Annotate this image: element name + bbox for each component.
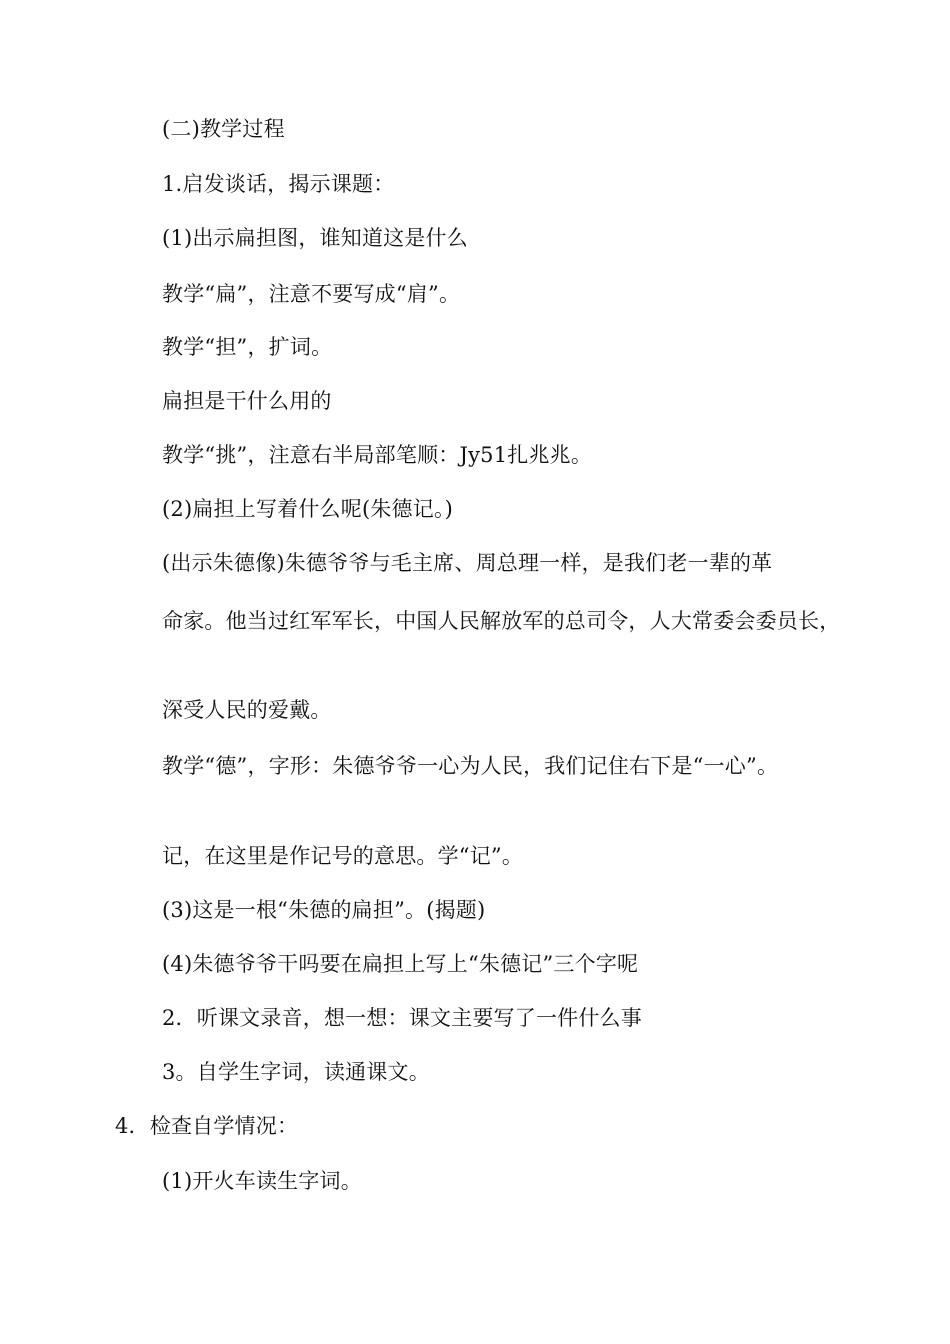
paragraph: (1)出示扁担图，谁知道这是什么: [162, 226, 468, 250]
paragraph: 记，在这里是作记号的意思。学“记”。: [162, 844, 524, 868]
paragraph: 扁担是干什么用的: [162, 389, 332, 413]
paragraph: 深受人民的爱戴。: [162, 698, 332, 722]
paragraph: 教学“挑”，注意右半局部笔顺：Jy51扎兆兆。: [162, 443, 593, 467]
paragraph: 3。自学生字词，读通课文。: [162, 1060, 430, 1084]
paragraph: 1.启发谈话，揭示课题：: [162, 172, 395, 196]
paragraph: 教学“担”，扩词。: [162, 335, 333, 359]
paragraph: (出示朱德像)朱德爷爷与毛主席、周总理一样，是我们老一辈的革: [162, 551, 773, 575]
paragraph: 教学“扁”，注意不要写成“肩”。: [162, 282, 461, 306]
paragraph: (1)开火车读生字词。: [162, 1169, 362, 1193]
section-heading: (二)教学过程: [162, 117, 285, 141]
paragraph: 4．检查自学情况：: [115, 1114, 299, 1138]
paragraph: (2)扁担上写着什么呢(朱德记。): [162, 497, 454, 521]
paragraph: 2．听课文录音，想一想：课文主要写了一件什么事: [162, 1006, 642, 1030]
paragraph: (4)朱德爷爷干吗要在扁担上写上“朱德记”三个字呢: [162, 952, 639, 976]
paragraph-wrapped: 教学“德”，字形：朱德爷爷一心为人民，我们记住右下是“一心”。: [162, 754, 779, 778]
paragraph-wrapped: 命家。他当过红军军长，中国人民解放军的总司令，人大常委会委员长，: [162, 609, 841, 633]
paragraph: (3)这是一根“朱德的扁担”。(揭题): [162, 898, 486, 922]
